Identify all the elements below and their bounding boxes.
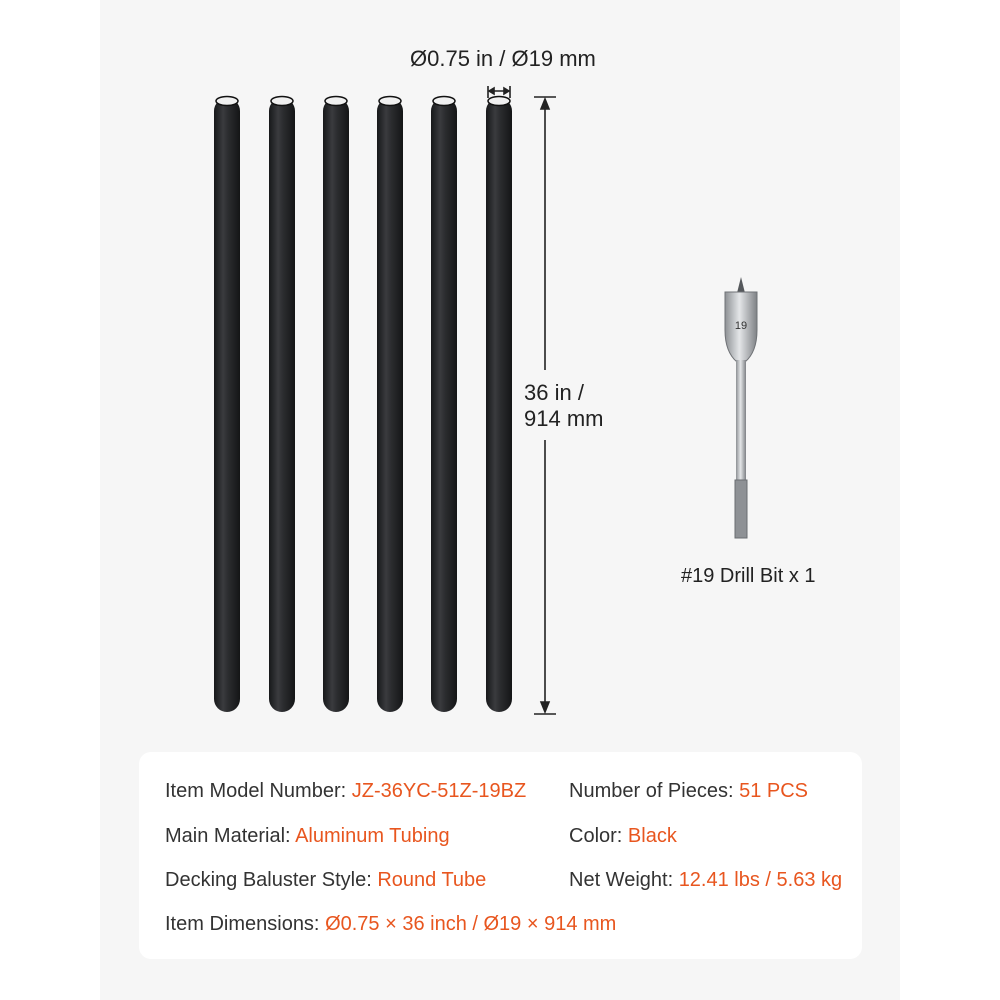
tube [486,97,512,713]
spec-net-weight [569,869,842,892]
spec-value: JZ-36YC-51Z-19BZ [351,780,527,802]
length-label-line2: 914 mm [524,406,604,432]
spec-value: 12.41 lbs / 5.63 kg [678,869,843,891]
spec-baluster-style [165,869,486,892]
drill-stamp: 19 [734,320,748,332]
tube [431,97,457,713]
drill-bit-caption: #19 Drill Bit x 1 [681,565,816,587]
diameter-label: Ø0.75 in / Ø19 mm [410,46,596,71]
spec-color [569,825,677,848]
length-label [524,380,634,433]
spec-label: Main Material: [165,825,296,847]
spec-label: Item Dimensions: [165,913,326,935]
spec-label: Number of Pieces: [569,780,740,802]
tube [377,97,403,713]
spec-label: Decking Baluster Style: [165,869,378,891]
tube [214,97,240,713]
spec-value: Round Tube [377,869,487,891]
spec-item-dimensions [165,913,616,936]
spec-number-of-pieces [569,780,808,803]
tube [323,97,349,713]
spec-label: Net Weight: [569,869,679,891]
spec-label: Item Model Number: [165,780,352,802]
spec-value: 51 PCS [739,780,809,802]
spec-value: Ø0.75 × 36 inch / Ø19 × 914 mm [325,913,617,935]
drill-bit [725,277,757,538]
spec-value: Black [627,825,677,847]
spec-label: Color: [569,825,628,847]
spec-model-number [165,780,526,803]
tube [269,97,295,713]
length-label-line1: 36 in / [524,380,584,405]
tube-set [214,97,512,713]
spec-value: Aluminum Tubing [295,825,450,847]
spec-main-material [165,825,450,848]
